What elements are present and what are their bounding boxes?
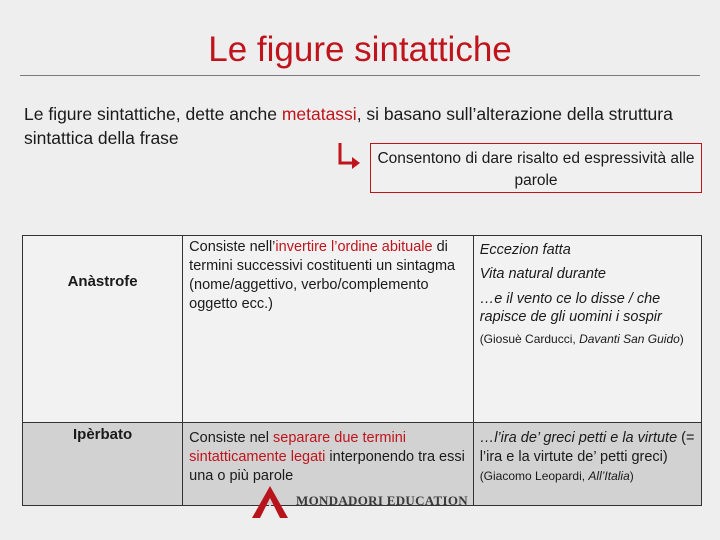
- figure-definition: [183, 236, 474, 423]
- def-text: interponendo tra essi una o più parole: [189, 449, 465, 484]
- figure-name: Anàstrofe: [23, 236, 183, 423]
- example-line: …l’ira de’ greci petti e la virtute (= l’ira e la virtute de’ petti greci) (Giacomo Leopardi, All’Italia): [479, 430, 695, 483]
- title-divider: [20, 75, 700, 76]
- example-source: (Giacomo Leopardi, All’Italia): [479, 469, 634, 483]
- def-text: Consiste nel: [189, 430, 273, 446]
- def-text: Consiste nell’: [189, 239, 276, 255]
- page-title: Le figure sintattiche: [208, 30, 512, 69]
- def-highlight: invertire l’ordine abituale: [275, 239, 433, 255]
- intro-part2: , si basano sull’alterazione della struttura sintattica della frase: [24, 104, 673, 148]
- callout-box: Consentono di dare risalto ed espressività alle parole: [370, 143, 702, 193]
- publisher-name: MONDADORI EDUCATION: [296, 493, 468, 508]
- example-line: …e il vento ce lo disse / che rapisce de gli uomini i sospir: [479, 291, 662, 325]
- figure-examples: [473, 236, 701, 423]
- arrow-down-right-icon: [336, 141, 362, 171]
- def-highlight: separare due termini sintatticamente legati: [189, 430, 406, 465]
- def-text: di termini successivi costituenti un sintagma (nome/aggettivo, verbo/complemento oggetto ecc.): [189, 239, 456, 312]
- example-source: (Giosuè Carducci, Davanti San Guido): [479, 332, 684, 346]
- example-line: Eccezion fatta: [479, 242, 571, 258]
- table-row: [23, 236, 702, 423]
- figures-table: [22, 235, 702, 506]
- intro-highlight: metatassi: [281, 104, 357, 124]
- figure-examples: [473, 423, 701, 506]
- example-line: Vita natural durante: [479, 266, 606, 282]
- figure-name: Ipèrbato: [23, 423, 183, 506]
- intro-part1: Le figure sintattiche, dette anche: [24, 104, 282, 124]
